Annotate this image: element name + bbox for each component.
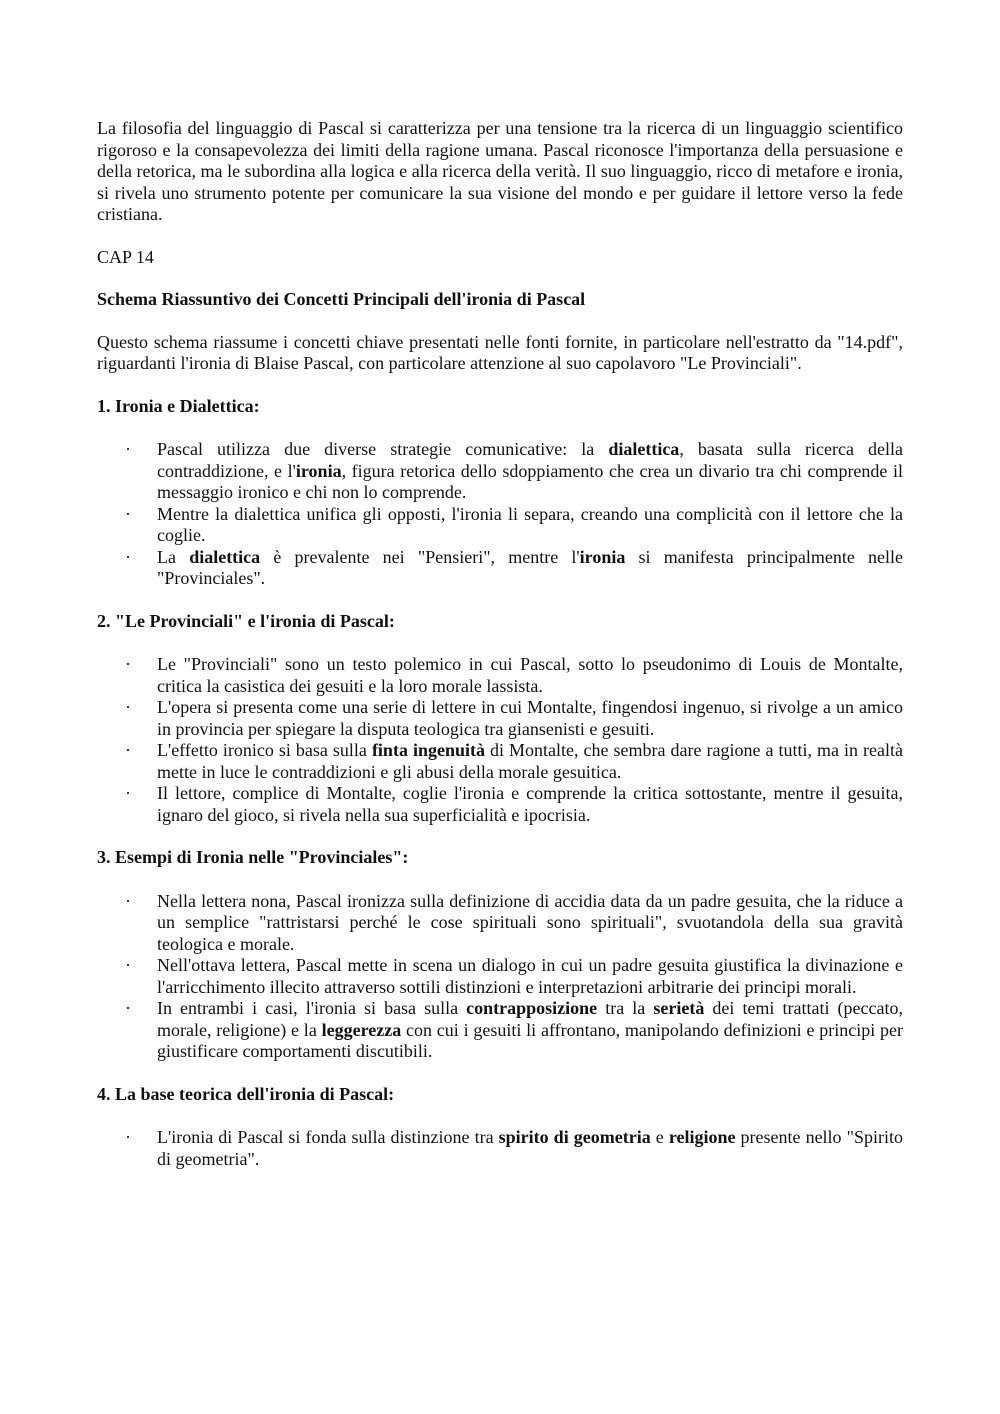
text-segment: è prevalente nei "Pensieri", mentre l': [260, 546, 580, 567]
bold-term: spirito di geometria: [498, 1127, 651, 1147]
text-segment: In entrambi i casi, l'ironia si basa sulla: [157, 998, 467, 1018]
text-segment: La: [157, 546, 190, 567]
bold-term: leggerezza: [321, 1019, 402, 1040]
text-segment: Pascal utilizza due diverse strategie comunicative: la: [157, 439, 609, 459]
text-segment: , basata sulla ricerca della contraddizione, e l': [157, 439, 903, 481]
document-title: Schema Riassuntivo dei Concetti Principali dell'ironia di Pascal: [97, 289, 586, 309]
bold-term: religione: [668, 1127, 736, 1147]
list-item: [97, 740, 903, 783]
section-heading: 3. Esempi di Ironia nelle "Provinciales":: [97, 847, 409, 867]
list-item: [97, 654, 903, 697]
text-segment: si manifesta principalmente nelle "Provinciales".: [157, 546, 904, 588]
text-segment: Le "Provinciali" sono un testo polemico in cui Pascal, sotto lo pseudonimo di Louis de Montalte, critica la casistica dei gesuiti e la loro morale lassista.: [157, 654, 903, 696]
list-item: [97, 998, 903, 1063]
list-item: [97, 783, 903, 826]
section-heading: 4. La base teorica dell'ironia di Pascal:: [97, 1083, 395, 1104]
text-segment: presente nello "Spirito di geometria".: [157, 1127, 903, 1169]
bold-term: dialettica: [189, 546, 261, 567]
text-segment: L'effetto ironico si basa sulla: [157, 740, 372, 760]
bullet-list: [97, 1127, 903, 1170]
text-segment: con cui i gesuiti li affrontano, manipolando definizioni e principi per giustificare comportamenti discutibili.: [157, 1019, 903, 1061]
chapter-label: CAP 14: [97, 246, 154, 267]
list-item: [97, 697, 903, 740]
intro-paragraph: La filosofia del linguaggio di Pascal si caratterizza per una tensione tra la ricerca di un linguaggio scientifico rigoroso e la consapevolezza dei limiti della ragione umana. Pascal riconosce l'importanza della persuasione e della retorica, ma le subordina alla logica e alla ricerca della verità. Il suo linguaggio, ricco di metafore e ironia, si rivela uno strumento potente per comunicare la sua visione del mondo e per guidare il lettore verso la fede cristiana.: [97, 118, 903, 224]
list-item: [97, 1127, 903, 1170]
list-item: [97, 547, 903, 590]
section-heading: 1. Ironia e Dialettica:: [97, 395, 260, 416]
text-segment: di Montalte, che sembra dare ragione a tutti, ma in realtà mette in luce le contraddizioni e gli abusi della morale gesuitica.: [157, 740, 903, 782]
text-segment: , figura retorica dello sdoppiamento che crea un divario tra chi comprende il messaggio ironico e chi non lo comprende.: [157, 460, 904, 502]
list-item: [97, 955, 903, 998]
bold-term: contrapposizione: [466, 998, 598, 1018]
bullet-list: [97, 654, 903, 826]
sections-container: [97, 396, 903, 1171]
bullet-list: [97, 439, 903, 590]
bold-term: dialettica: [608, 439, 680, 459]
text-segment: L'opera si presenta come una serie di lettere in cui Montalte, fingendosi ingenuo, si rivolge a un amico in provincia per spiegare la disputa teologica tra giansenisti e gesuiti.: [157, 697, 903, 739]
bold-term: serietà: [653, 998, 705, 1018]
section-heading: 2. "Le Provinciali" e l'ironia di Pascal:: [97, 610, 395, 631]
text-segment: Mentre la dialettica unifica gli opposti, l'ironia li separa, creando una complicità con il lettore che la coglie.: [157, 503, 903, 545]
bullet-list: [97, 891, 903, 1063]
text-segment: Nella lettera nona, Pascal ironizza sulla definizione di accidia data da un padre gesuita, che la riduce a un semplice "rattristarsi perché le cose spirituali sono spirituali", svuotandola della sua gravità teologica e morale.: [157, 890, 903, 954]
list-item: [97, 439, 903, 504]
bold-term: ironia: [295, 460, 342, 481]
text-segment: Nell'ottava lettera, Pascal mette in scena un dialogo in cui un padre gesuita giustifica la divinazione e l'arricchimento illecito attraverso sottili distinzioni e interpretazioni arbitrarie dei principi morali.: [157, 955, 903, 997]
text-segment: Il lettore, complice di Montalte, coglie l'ironia e comprende la critica sottostante, mentre il gesuita, ignaro del gioco, si rivela nella sua superficialità e ipocrisia.: [157, 783, 903, 825]
document-page: [97, 118, 903, 1191]
list-item: [97, 891, 903, 956]
text-segment: tra la: [597, 998, 654, 1018]
text-segment: dei temi trattati (peccato, morale, religione) e la: [157, 998, 903, 1040]
list-item: [97, 504, 903, 547]
text-segment: L'ironia di Pascal si fonda sulla distinzione tra: [157, 1127, 499, 1147]
bold-term: finta ingenuità: [371, 740, 485, 760]
lead-paragraph: Questo schema riassume i concetti chiave presentati nelle fonti fornite, in particolare nell'estratto da "14.pdf", riguardanti l'ironia di Blaise Pascal, con particolare attenzione al suo capolavoro "Le Provinciali".: [97, 331, 903, 373]
text-segment: e: [650, 1127, 669, 1147]
bold-term: ironia: [579, 546, 626, 567]
